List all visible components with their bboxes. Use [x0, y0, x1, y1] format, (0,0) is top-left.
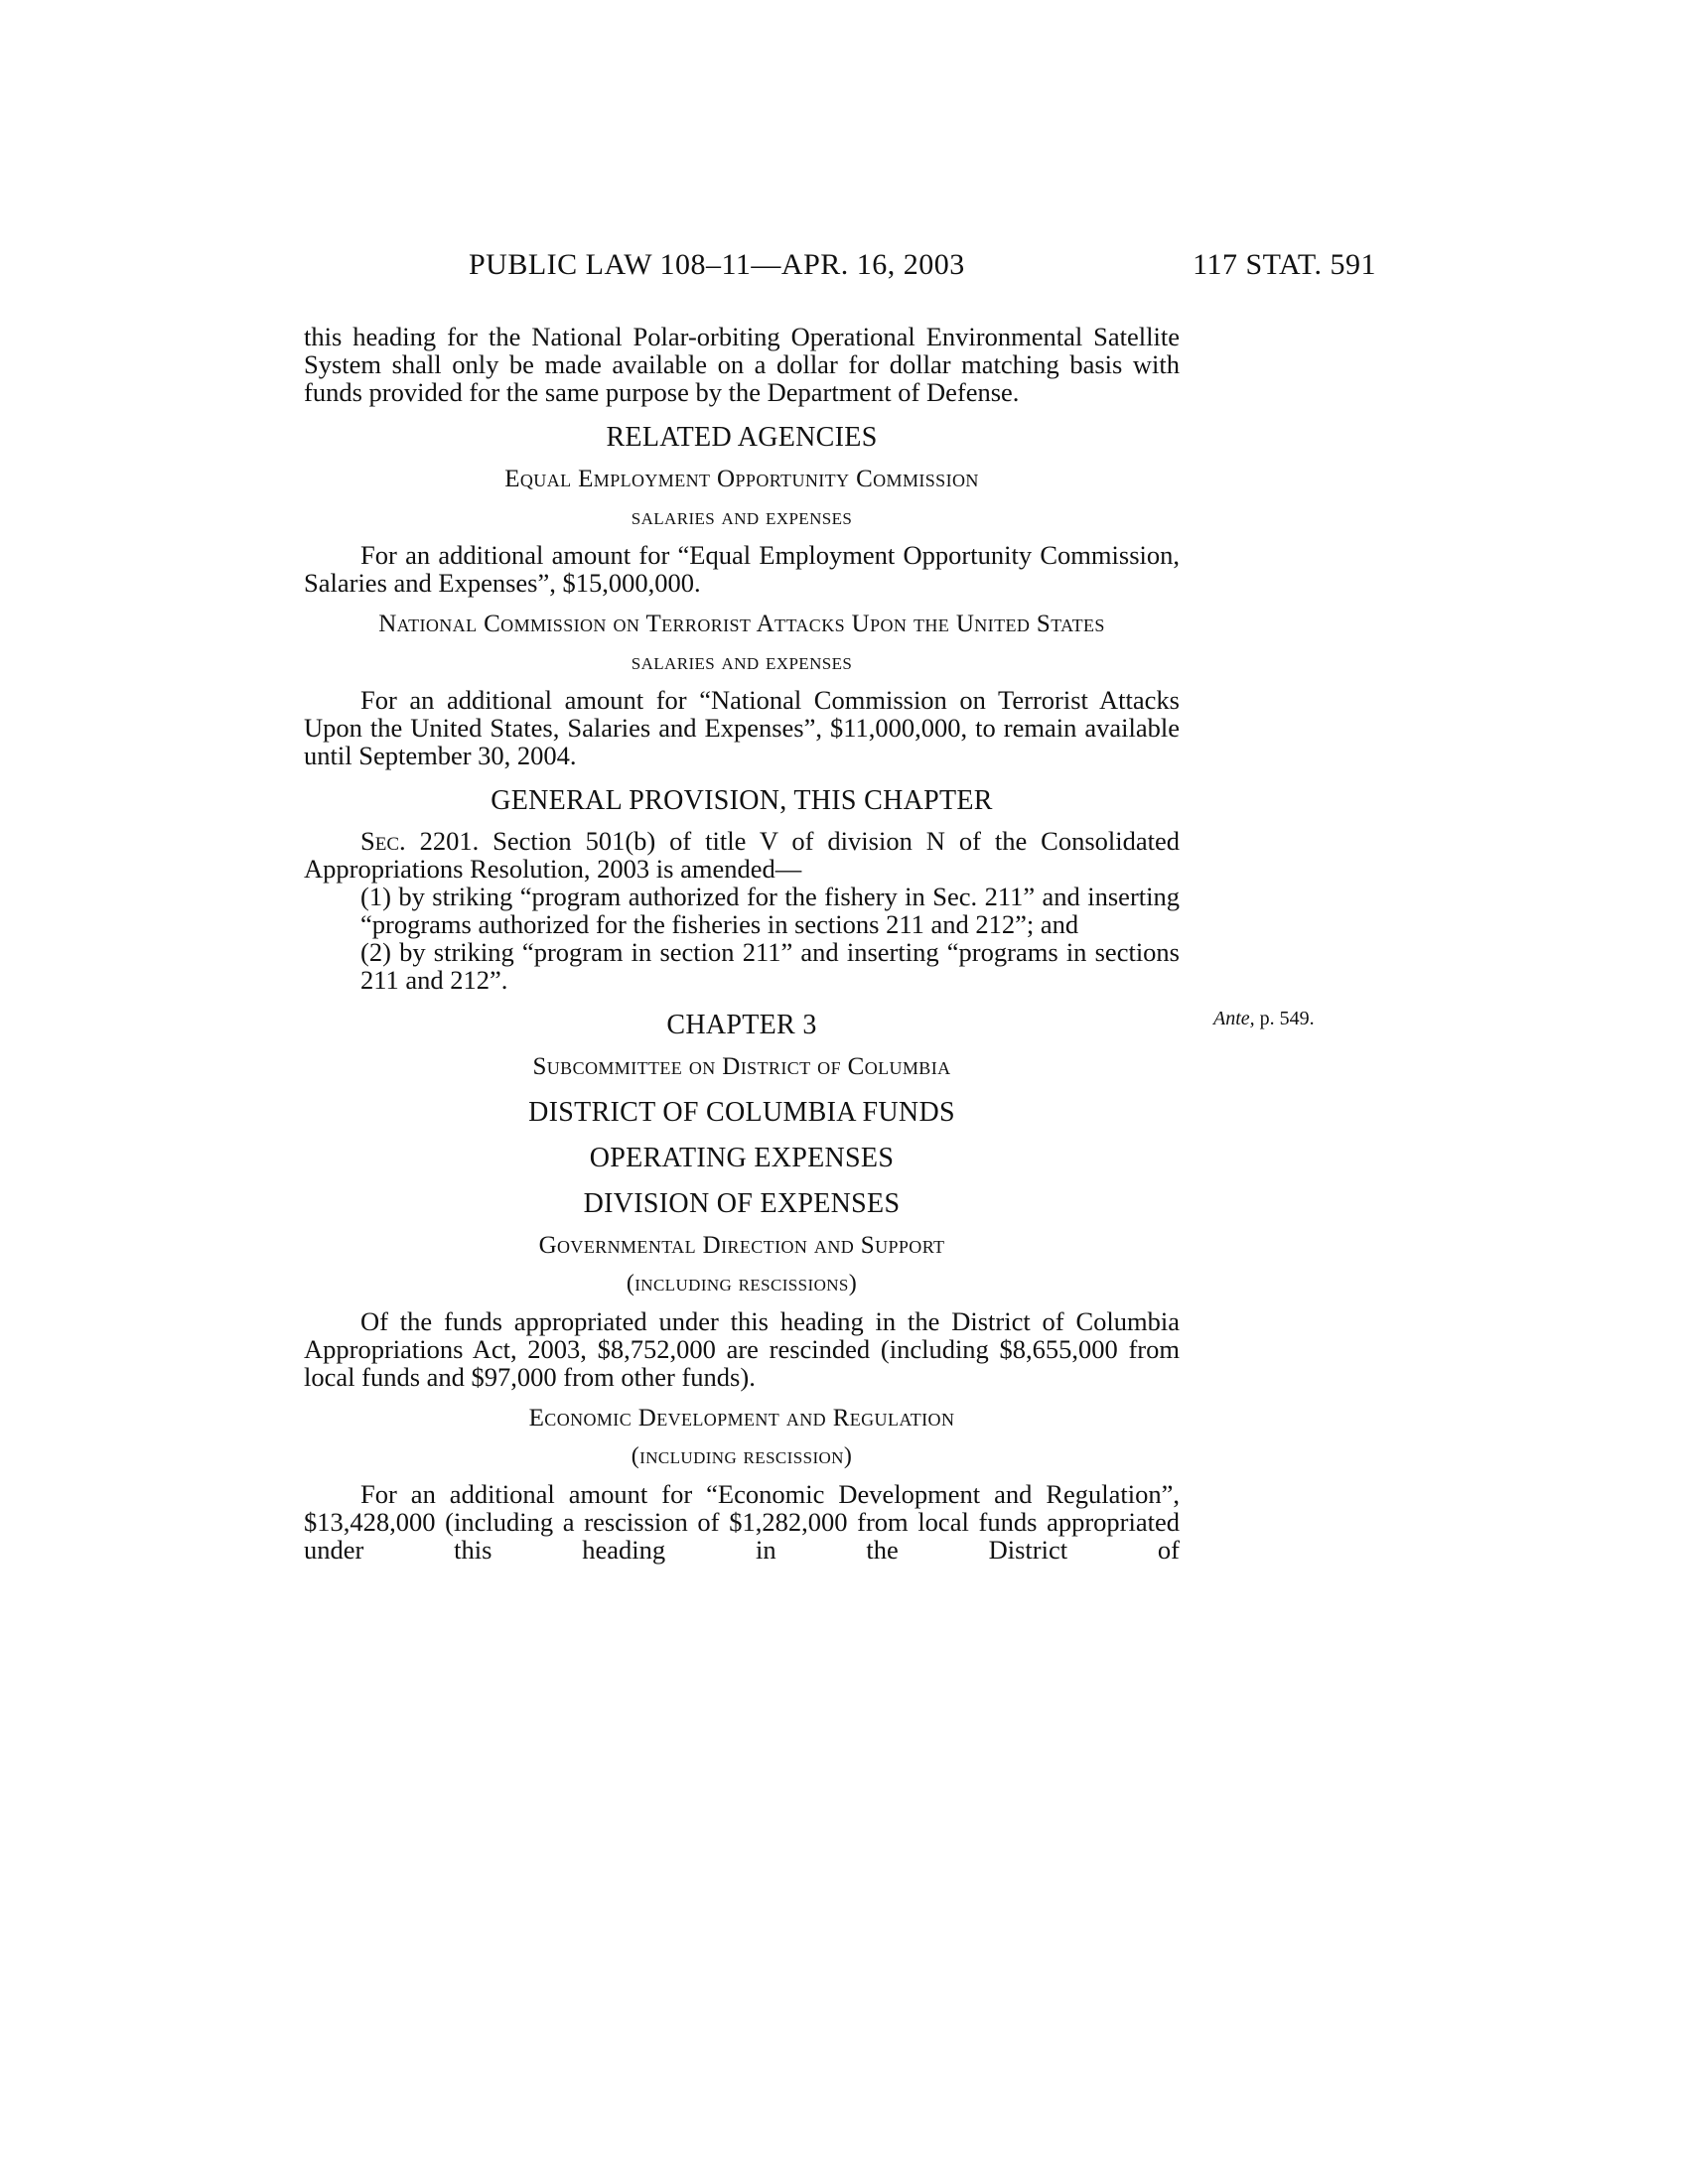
body-text: [304, 323, 1180, 1564]
heading-eeoc: Equal Employment Opportunity Commission: [504, 466, 979, 492]
heading-economic-development: Economic Development and Regulation: [528, 1405, 955, 1432]
heading-dc-funds: DISTRICT OF COLUMBIA FUNDS: [528, 1097, 955, 1128]
section-2201-text: 2201. Section 501(b) of title V of division N of the Consolidated Appropriations Resolution, 2003 is amended—: [304, 826, 1180, 884]
running-head-title: PUBLIC LAW 108–11—APR. 16, 2003: [469, 248, 965, 281]
heading-subcommittee-dc: Subcommittee on District of Columbia: [532, 1053, 951, 1080]
subheading-including-rescission: (including rescission): [631, 1443, 853, 1469]
heading-division-of-expenses: DIVISION OF EXPENSES: [583, 1188, 901, 1219]
page-header: [298, 248, 1376, 288]
amendment-item-2: (2) by striking “program in section 211” and inserting “programs in sections 211 and 212”.: [360, 937, 1180, 995]
eeoc-paragraph: For an additional amount for “Equal Employment Opportunity Commission, Salaries and Expenses”, $15,000,000.: [304, 540, 1180, 598]
heading-governmental-direction: Governmental Direction and Support: [538, 1232, 945, 1259]
governmental-direction-paragraph: Of the funds appropriated under this heading in the District of Columbia Appropriations Act, 2003, $8,752,000 are rescinded (including $8,655,000 from local funds and $97,000 from other funds).: [304, 1306, 1180, 1392]
intro-paragraph: this heading for the National Polar-orbiting Operational Environmental Satellite System shall only be made available on a dollar for dollar matching basis with funds provided for the same purpose by the Department of Defense.: [304, 322, 1180, 407]
heading-operating-expenses: OPERATING EXPENSES: [589, 1143, 895, 1173]
subheading-eeoc-salaries: salaries and expenses: [631, 504, 853, 530]
commission-paragraph: For an additional amount for “National Commission on Terrorist Attacks Upon the United States, Salaries and Expenses”, $11,000,000, to remain available until September 30, 2004.: [304, 685, 1180, 770]
margin-citation-page: p. 549.: [1254, 1008, 1315, 1029]
heading-chapter-3: CHAPTER 3: [666, 1010, 817, 1040]
heading-terrorist-commission: National Commission on Terrorist Attacks Upon the United States: [378, 611, 1105, 637]
subheading-commission-salaries: salaries and expenses: [631, 649, 853, 675]
statute-page-number: 117 STAT. 591: [1193, 248, 1376, 281]
economic-development-paragraph: For an additional amount for “Economic Development and Regulation”, $13,428,000 (including a rescission of $1,282,000 from local funds appropriated under this heading in the District of: [304, 1479, 1180, 1565]
amendment-item-1: (1) by striking “program authorized for the fishery in Sec. 211” and inserting “programs authorized for the fisheries in sections 211 and 212”; and: [360, 882, 1180, 939]
margin-citation: [1213, 1008, 1315, 1030]
heading-general-provision: GENERAL PROVISION, THIS CHAPTER: [491, 785, 993, 816]
subheading-including-rescissions: (including rescissions): [626, 1271, 858, 1297]
section-2201-paragraph: [304, 827, 1180, 883]
section-label: Sec.: [360, 826, 406, 856]
margin-citation-ante: Ante,: [1213, 1008, 1255, 1029]
heading-related-agencies: RELATED AGENCIES: [606, 422, 878, 453]
